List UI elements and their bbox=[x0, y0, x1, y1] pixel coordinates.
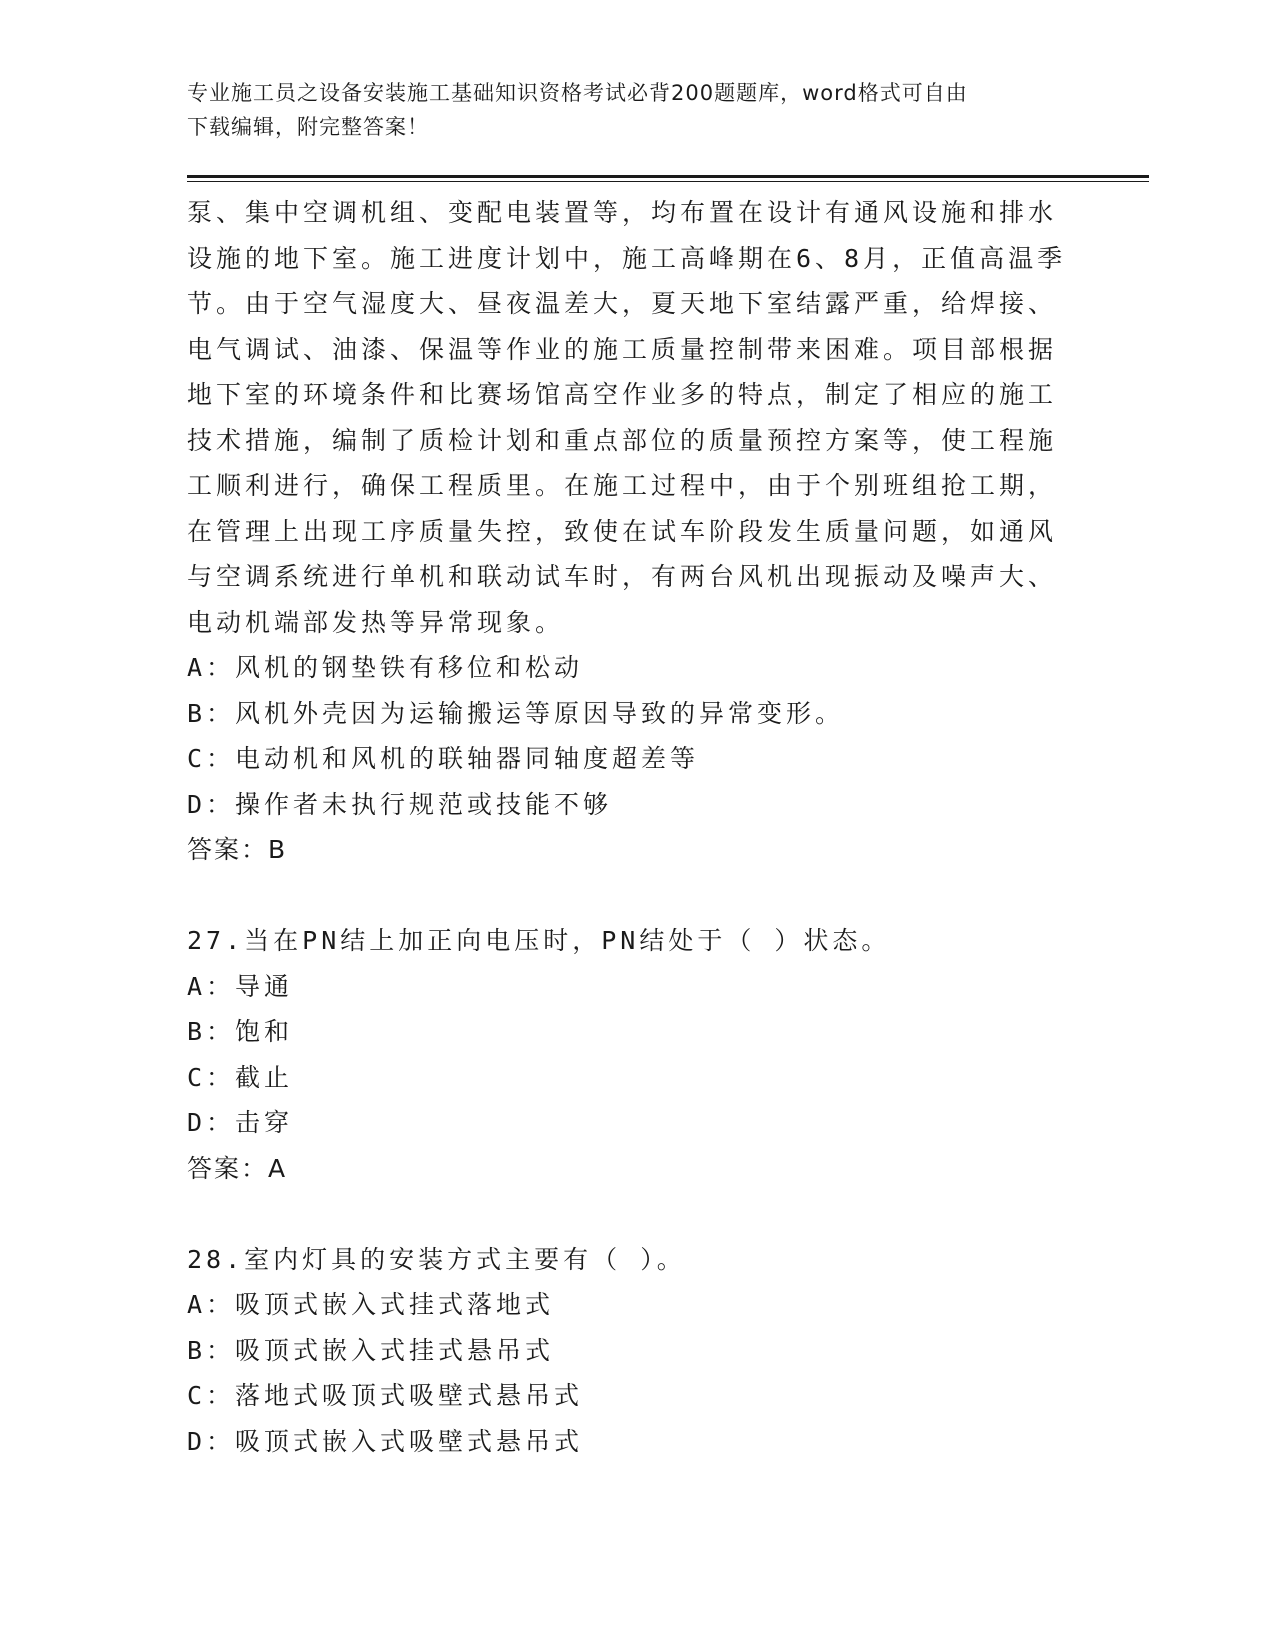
option-c: C：落地式吸顶式吸壁式悬吊式 bbox=[187, 1381, 584, 1410]
question-stem-line: 电气调试、油漆、保温等作业的施工质量控制带来困难。项目部根据 bbox=[187, 334, 1058, 364]
answer-line: 答案：B bbox=[187, 835, 288, 864]
header-title-line-1: 专业施工员之设备安装施工基础知识资格考试必背200题题库，word格式可自由 bbox=[187, 81, 968, 105]
question-stem-line: 泵、集中空调机组、变配电装置等，均布置在设计有通风设施和排水 bbox=[187, 198, 1058, 227]
option-d: D：吸顶式嵌入式吸壁式悬吊式 bbox=[187, 1426, 584, 1456]
option-d: D：击穿 bbox=[187, 1108, 294, 1137]
option-b: B：饱和 bbox=[187, 1017, 294, 1046]
question-27-block bbox=[187, 918, 1067, 1191]
question-stem-line: 节。由于空气湿度大、昼夜温差大，夏天地下室结露严重，给焊接、 bbox=[187, 289, 1058, 318]
header-divider-thin bbox=[187, 181, 1149, 182]
question-stem-line: 设施的地下室。施工进度计划中，施工高峰期在6、8月，正值高温季 bbox=[187, 243, 1067, 273]
option-a: A：风机的钢垫铁有移位和松动 bbox=[187, 653, 584, 682]
question-stem: 27.当在PN结上加正向电压时，PN结处于（ ）状态。 bbox=[187, 926, 891, 955]
question-28-block bbox=[187, 1237, 1067, 1465]
question-spacer bbox=[187, 873, 1067, 919]
option-a: A：导通 bbox=[187, 971, 294, 1001]
header-title-line-2: 下载编辑，附完整答案！ bbox=[187, 115, 429, 139]
question-stem-line: 技术措施，编制了质检计划和重点部位的质量预控方案等，使工程施 bbox=[187, 425, 1058, 455]
question-stem-line: 在管理上出现工序质量失控，致使在试车阶段发生质量问题，如通风 bbox=[187, 516, 1058, 546]
option-b: B：吸顶式嵌入式挂式悬吊式 bbox=[187, 1335, 555, 1365]
question-stem: 28.室内灯具的安装方式主要有（ ）。 bbox=[187, 1244, 686, 1274]
question-stem-line: 地下室的环境条件和比赛场馆高空作业多的特点，制定了相应的施工 bbox=[187, 380, 1058, 409]
question-26-block bbox=[187, 190, 1067, 873]
page-header bbox=[187, 76, 1067, 144]
option-a: A：吸顶式嵌入式挂式落地式 bbox=[187, 1290, 555, 1319]
document-body bbox=[187, 190, 1067, 1464]
option-d: D：操作者未执行规范或技能不够 bbox=[187, 789, 613, 819]
question-stem-line: 工顺利进行，确保工程质里。在施工过程中，由于个别班组抢工期， bbox=[187, 471, 1058, 500]
option-b: B：风机外壳因为运输搬运等原因导致的异常变形。 bbox=[187, 698, 845, 728]
option-c: C：电动机和风机的联轴器同轴度超差等 bbox=[187, 744, 700, 773]
question-spacer bbox=[187, 1191, 1067, 1237]
header-divider-thick bbox=[187, 175, 1149, 178]
question-stem-line: 与空调系统进行单机和联动试车时，有两台风机出现振动及噪声大、 bbox=[187, 562, 1058, 591]
question-stem-line: 电动机端部发热等异常现象。 bbox=[187, 607, 565, 637]
option-c: C：截止 bbox=[187, 1062, 294, 1092]
answer-line: 答案：A bbox=[187, 1153, 288, 1183]
